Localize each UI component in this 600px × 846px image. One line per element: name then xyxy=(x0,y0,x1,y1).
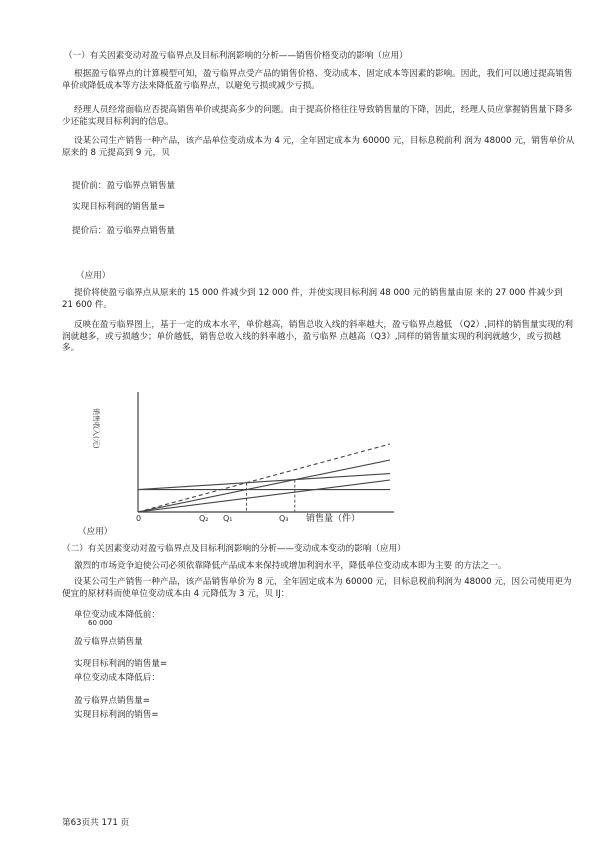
bep-label-2: 盈亏临界点销售量= xyxy=(74,696,150,706)
chart-line-4 xyxy=(138,460,390,512)
chart-line-2 xyxy=(138,474,390,490)
target-sales-label-3: 实现目标利润的销售= xyxy=(74,710,159,720)
section1-paragraph-2: 经理人员经常面临应否提高销售单价或提高多少的问题。由于提高价格往往导致销售量的下降，因此，经理人员应掌握销售量下降多少还能实现目标利润的信息。 xyxy=(62,105,573,127)
after-cost-label: 单位变动成本降低后： xyxy=(74,673,160,683)
after-price-label: 提价后：盈亏临界点销售量 xyxy=(72,226,176,236)
page-footer: 第63页共 171 页 xyxy=(62,818,130,828)
target-sales-label-2: 实现目标利润的销售量= xyxy=(74,659,168,669)
section1-paragraph-4: 提价将使盈亏临界点从原来的 15 000 件减少到 12 000 件，并使实现目标利润 48 000 元的销售量由原 来的 27 000 件减少到 21 600 件。 xyxy=(62,288,563,310)
target-sales-label: 实现目标利润的销售量= xyxy=(72,202,166,212)
apply-tag: （应用） xyxy=(76,271,111,281)
chart-origin-label: 0 xyxy=(136,514,142,523)
chart-line-3 xyxy=(138,444,390,512)
chart-q3-label: Q₃ xyxy=(279,514,289,523)
fraction-numerator: 60 000 xyxy=(88,619,113,627)
chart-apply-tag: （应用） xyxy=(78,527,113,537)
section2-paragraph-1: 激烈的市场竞争迫使公司必须依靠降低产品成本来保持或增加利润水平，降低单位变动成本即为主要 的方法之一。 xyxy=(74,561,507,571)
before-cost-label: 单位变动成本降低前： xyxy=(74,610,160,620)
bep-label: 盈亏临界点销售量 xyxy=(74,637,143,647)
section2-paragraph-2: 设某公司生产销售一种产品，该产品销售单价为 8 元，全年固定成本为 60000 元，目标息税前利润为 48000 元，因公司使用更为便宜的原材料而使单位变动成本由 4 元降低为 3 元，贝 IJ： xyxy=(62,577,572,599)
chart-x-axis-label: 销售量（件） xyxy=(306,514,361,524)
break-even-chart xyxy=(80,388,400,528)
chart-q1-label: Q₁ xyxy=(223,514,233,523)
section1-paragraph-5: 反映在盈亏临界图上，基于一定的成本水平，单价越高，销售总收入线的斜率越大，盈亏临界点越低 （Q2）,同样的销售量实现的利润就越多，或亏损越少；单价越低，销售总收入线的斜率越小，盈亏临界 点越高（Q3）,同样的销售量实现的利润就越少，或亏损越多。 xyxy=(62,320,573,354)
section1-heading: （一）有关因素变动对盈亏临界点及目标利润影响的分析——销售价格变动的影响（应用） xyxy=(64,51,408,61)
section1-paragraph-3: 设某公司生产销售一种产品，该产品单位变动成本为 4 元，全年固定成本为 60000 元，目标息税前利 润为 48000 元，销售单价从原来的 8 元提高到 9 元，贝 xyxy=(62,136,575,158)
chart-q2-label: Q₂ xyxy=(199,514,209,523)
before-price-label: 提价前：盈亏临界点销售量 xyxy=(72,181,176,191)
chart-line-5 xyxy=(138,480,390,512)
section2-heading: （二）有关因素变动对盈亏临界点及目标利润影响的分析——变动成本变动的影响（应用） xyxy=(62,544,406,554)
section1-paragraph-1: 根据盈亏临界点的计算模型可知，盈亏临界点受产品的销售价格、变动成本、固定成本等因素的影响。因此，我们可以通过提高销售单价或降低成本等方法来降低盈亏临界点，以避免亏损或减少亏损。 xyxy=(62,69,573,91)
chart-y-axis-label: 销售收入(元) xyxy=(92,408,100,449)
